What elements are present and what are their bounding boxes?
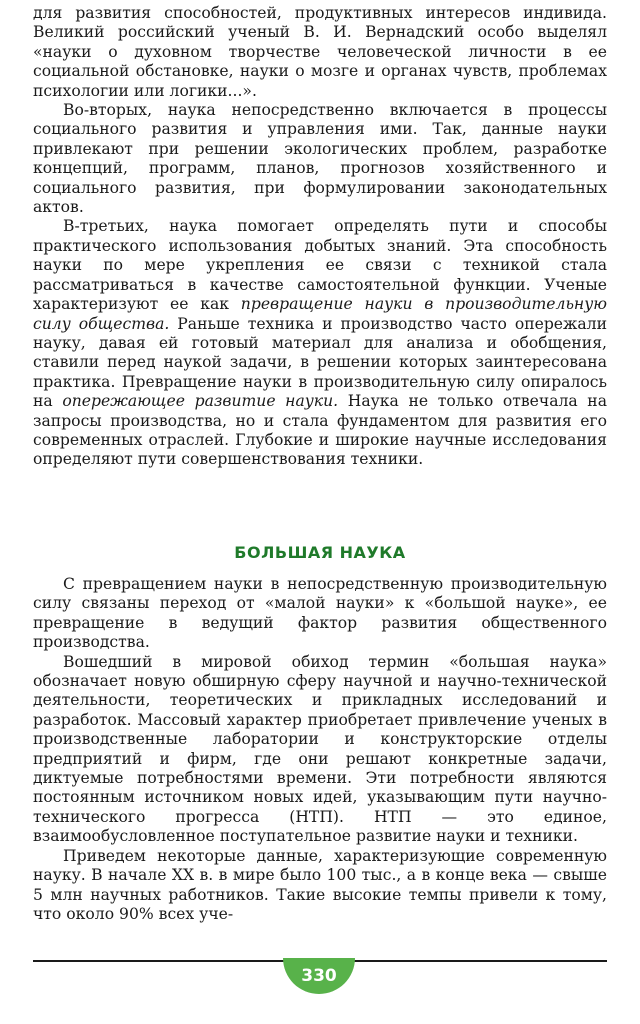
- paragraph: [33, 847, 607, 925]
- paragraph-text: Вошедший в мировой обиход термин «большая наука» обозначает новую обширную сферу научной и научно-технической деятельности, теоретических и прикладных исследований и разработок. Массовый характер приобретает привлечение ученых в производственные лаборатории и конструкторские отделы предприятий и фирм, где они решают конкретные задачи, диктуемые потребностями времени. Эти потребности являются постоянным источником новых идей, указывающим пути научно-технического прогресса (НТП). НТП — это единое, взаимообусловленное поступательное развитие науки и техники.: [33, 652, 607, 846]
- emphasized-text: опережающее развитие науки.: [62, 392, 339, 411]
- paragraph-text: В-третьих, наука помогает определять пути и способы практического использования добытых знаний. Эта способность науки по мере укрепления ее связи с техникой стала рассматриваться в качестве самостоятельной функции. Ученые характеризуют ее как: [33, 217, 607, 314]
- paragraph-text: С превращением науки в непосредственную производительную силу связаны переход от «малой науки» к «большой науке», ее превращение в ведущий фактор развития общественного производства.: [33, 575, 607, 652]
- section-heading: БОЛЬШАЯ НАУКА: [234, 543, 406, 562]
- page-number: 330: [301, 966, 337, 986]
- paragraph-text: Наука не только отвечала на запросы производства, но и стала фундаментом для развития его современных отраслей. Глубокие и широкие научные исследования определяют пути совершенствования техники.: [33, 392, 607, 469]
- paragraph-text: Раньше техника и производство часто опережали науку, давая ей готовый материал для анализа и обобщения, ставили перед наукой задачи, в решении которых заинтересована практика. Превращение науки в производительную силу опиралось на: [33, 314, 607, 411]
- paragraph-text: для развития способностей, продуктивных интересов индивида. Великий российский ученый В. И. Вернадский особо выделял «науки о духовном творчестве человеческой личности в ее социальной обстановке, науки о мозге и органах чувств, проблемах психологии или логики...».: [33, 4, 607, 100]
- paragraph: [33, 217, 607, 469]
- paragraph: [33, 4, 607, 101]
- paragraph-text: Во-вторых, наука непосредственно включается в процессы социального развития и управления ими. Так, данные науки привлекают при решении экологических проблем, разработке концепций, программ, планов, прогнозов хозяйственного и социального развития, при формулировании законодательных актов.: [33, 101, 607, 217]
- page-number-badge: [283, 958, 355, 994]
- text-block-section: [33, 575, 607, 924]
- paragraph: [33, 101, 607, 217]
- emphasized-text: превращение науки в производительную силу общества.: [33, 295, 607, 333]
- text-block-top: [33, 4, 607, 470]
- paragraph: [33, 653, 607, 847]
- paragraph-text: Приведем некоторые данные, характеризующие современную науку. В начале XX в. в мире было 100 тыс., а в конце века — свыше 5 млн научных работников. Такие высокие темпы привели к тому, что около 90% всех уче-: [33, 846, 607, 923]
- paragraph: [33, 575, 607, 653]
